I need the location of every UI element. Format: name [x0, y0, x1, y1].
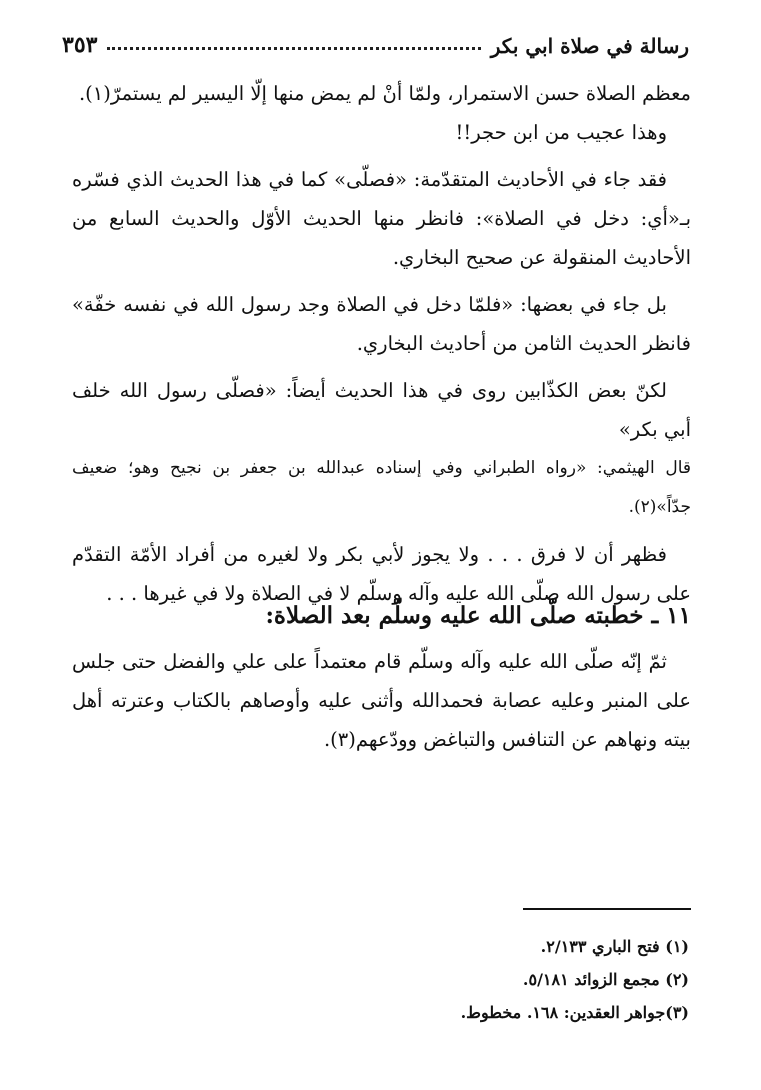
paragraph: لكنّ بعض الكذّابين روى في هذا الحديث أيضاً: «فصلّى رسول الله خلف أبي بكر»: [72, 379, 691, 441]
paragraph: بل جاء في بعضها: «فلمّا دخل في الصلاة وجد رسول الله في نفسه خفّة» فانظر الحديث الثامن من أحاديث البخاري.: [72, 293, 691, 355]
footnote: (١) فتح الباري ٢/١٣٣.: [540, 937, 689, 956]
footnotes: [72, 930, 689, 1029]
running-title: رسالة في صلاة ابي بكر: [490, 34, 689, 58]
paragraph: ثمّ إنّه صلّى الله عليه وآله وسلّم قام معتمداً على علي والفضل حتى جلس على المنبر وعليه عصابة فحمدالله وأثنى عليه وأوصاهم بالكتاب وعترته أهل بيته ونهاهم عن التنافس والتباغض وودّعهم(٣).: [72, 650, 691, 751]
footnote: (٣)جواهر العقدين: ١٦٨. مخطوط.: [460, 1003, 689, 1022]
footnote: (٢) مجمع الزوائد ٥/١٨١.: [522, 970, 689, 989]
footnote-divider: [523, 908, 691, 910]
quotation: قال الهيثمي: «رواه الطبراني وفي إسناده عبدالله بن جعفر بن نجيح وهو؛ ضعيف جدّاً»(٢).: [72, 458, 691, 517]
header-dot-leader: [107, 47, 480, 50]
section-body: [72, 642, 691, 759]
section-heading: ١١ ـ خطبته صلّى الله عليه وسلّم بعد الصلاة:: [265, 602, 691, 629]
paragraph: فقد جاء في الأحاديث المتقدّمة: «فصلّى» كما في هذا الحديث الذي فسّره بـ«أي: دخل في الصلاة»: فانظر منها الحديث الأوّل والحديث السابع من الأحاديث المنقولة عن صحيح البخاري.: [72, 168, 691, 269]
page-header: [62, 22, 689, 58]
main-text: [72, 74, 691, 613]
paragraph: فظهر أن لا فرق . . . ولا يجوز لأبي بكر ولا لغيره من أفراد الأمّة التقدّم على رسول الله صلّى الله عليه وآله وسلّم لا في الصلاة ولا في غيرها . . .: [72, 543, 691, 605]
page-number: ٣٥٣: [62, 32, 98, 58]
paragraph: وهذا عجيب من ابن حجر!!: [455, 121, 667, 144]
paragraph: معظم الصلاة حسن الاستمرار، ولمّا أنْ لم يمض منها إلّا اليسير لم يستمرّ(١).: [78, 82, 691, 105]
